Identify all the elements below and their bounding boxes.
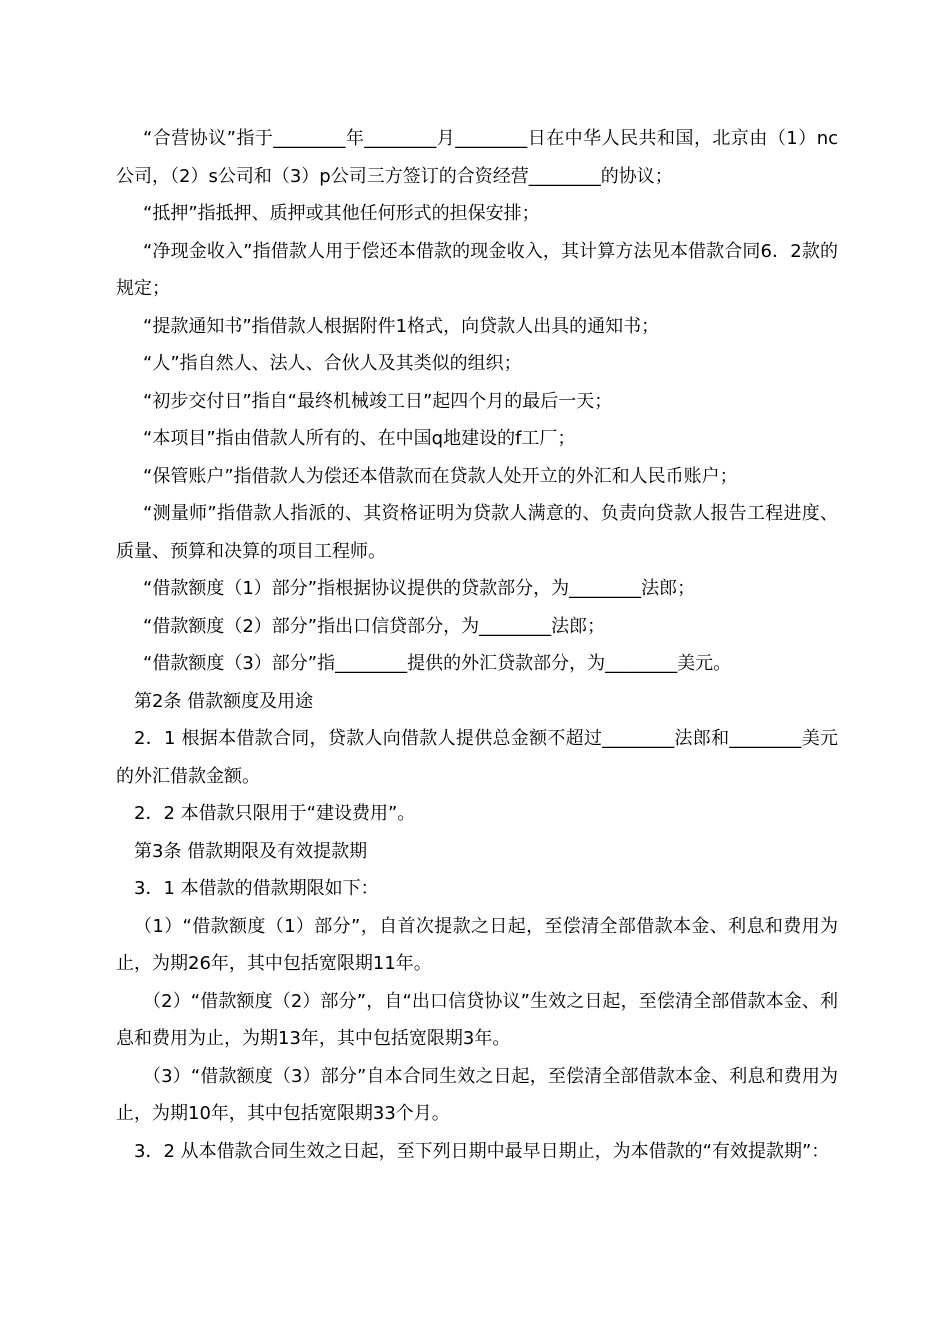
definition-loan-tranche-3: “借款额度（3）部分”指________提供的外汇贷款部分，为________美元。	[143, 653, 732, 674]
definition-project: “本项目”指由借款人所有的、在中国q地建设的f工厂；	[143, 428, 576, 449]
clause-3-1: 3．1 本借款的借款期限如下：	[134, 878, 379, 899]
definition-loan-tranche-2: “借款额度（2）部分”指出口信贷部分，为________法郎；	[143, 615, 606, 637]
definition-surveyor: “测量师”指借款人指派的、其资格证明为贷款人满意的、负责向贷款人报告工程进度、质量、预算和决算的项目工程师。	[116, 503, 838, 562]
clause-3-2: 3．2 从本借款合同生效之日起，至下列日期中最早日期止，为本借款的“有效提款期”：	[134, 1140, 830, 1162]
clause-2-1: 2．1 根据本借款合同，贷款人向借款人提供总金额不超过________法郎和________美元的外汇借款金额。	[116, 728, 838, 787]
definition-net-cash-income: “净现金收入”指借款人用于偿还本借款的现金收入，其计算方法见本借款合同6．2款的规定；	[116, 240, 838, 299]
definition-custody-account: “保管账户”指借款人为偿还本借款而在贷款人处开立的外汇和人民币账户；	[143, 465, 738, 487]
clause-3-1-item-2: （2）“借款额度（2）部分”，自“出口信贷协议”生效之日起，至偿清全部借款本金、利息和费用为止，为期13年，其中包括宽限期3年。	[116, 990, 838, 1049]
article-3-heading: 第3条 借款期限及有效提款期	[134, 840, 368, 862]
clause-3-1-item-3: （3）“借款额度（3）部分”自本合同生效之日起，至偿清全部借款本金、利息和费用为止，为期10年，其中包括宽限期33个月。	[116, 1065, 838, 1124]
definition-drawdown-notice: “提款通知书”指借款人根据附件1格式，向贷款人出具的通知书；	[143, 315, 660, 337]
clause-3-1-item-1: （1）“借款额度（1）部分”，自首次提款之日起，至偿清全部借款本金、利息和费用为止，为期26年，其中包括宽限期11年。	[116, 915, 838, 974]
definition-person: “人”指自然人、法人、合伙人及其类似的组织；	[143, 353, 522, 374]
article-2-heading: 第2条 借款额度及用途	[134, 690, 314, 712]
clause-2-2: 2．2 本借款只限用于“建设费用”。	[134, 803, 416, 824]
definition-joint-venture-agreement: “合营协议”指于________年________月________日在中华人民共和国，北京由（1）nc公司，（2）s公司和（3）p公司三方签订的合资经营________的协议；	[116, 128, 838, 187]
definition-mortgage: “抵押”指抵押、质押或其他任何形式的担保安排；	[143, 203, 540, 224]
document-body	[116, 120, 838, 1170]
definition-initial-delivery-date: “初步交付日”指自“最终机械竣工日”起四个月的最后一天；	[143, 390, 613, 412]
definition-loan-tranche-1: “借款额度（1）部分”指根据协议提供的贷款部分，为________法郎；	[143, 578, 696, 599]
